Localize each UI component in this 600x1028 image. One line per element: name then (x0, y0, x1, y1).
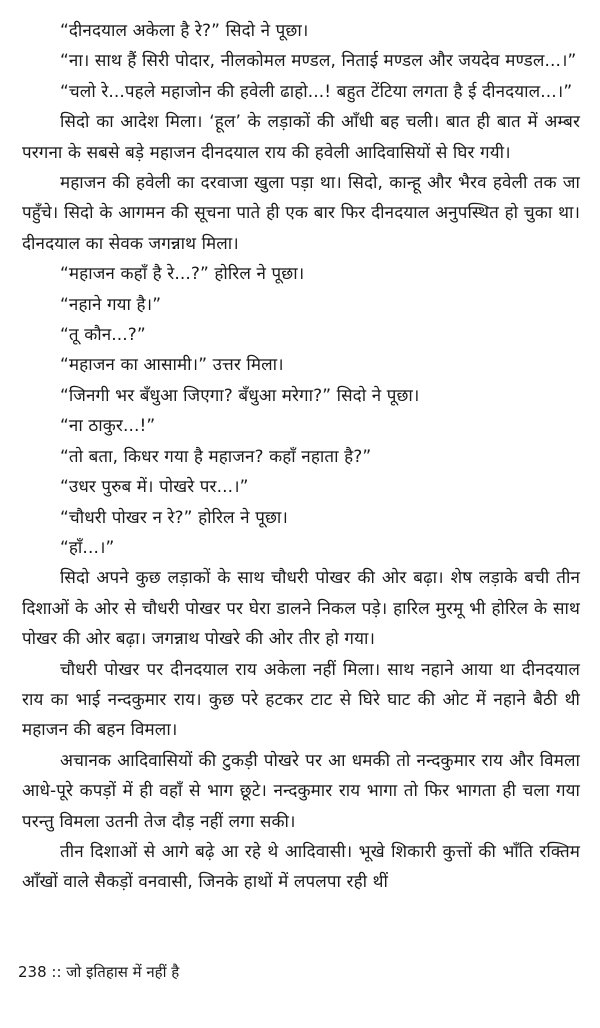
paragraph: “महाजन कहाँ है रे...?” होरिल ने पूछा। (60, 264, 305, 285)
paragraph: तीन दिशाओं से आगे बढ़े आ रहे थे आदिवासी। भूखे शिकारी कुत्तों की भाँति रक्तिम आँखों वाले सैकड़ों वनवासी, जिनके हाथों में लपलपा रही थीं (22, 841, 580, 893)
paragraph: “नहाने गया है।” (60, 294, 162, 315)
paragraph: “चौधरी पोखर न रे?” होरिल ने पूछा। (60, 507, 288, 528)
paragraph: “तू कौन...?” (60, 325, 146, 346)
paragraph: सिदो अपने कुछ लड़ाकों के साथ चौधरी पोखर की ओर बढ़ा। शेष लड़ाके बची तीन दिशाओं के ओर से चौधरी पोखर पर घेरा डालने निकल पड़े। हारिल मुरमू भी होरिल के साथ पोखर की ओर बढ़ा। जगन्नाथ पोखरे की ओर तीर हो गया। (22, 568, 580, 650)
paragraph: “महाजन का आसामी।” उत्तर मिला। (60, 355, 284, 376)
paragraph: “ना। साथ हैं सिरी पोदार, नीलकोमल मण्डल, निताई मण्डल और जयदेव मण्डल...।” (60, 51, 577, 72)
paragraph: “जिनगी भर बँधुआ जिएगा? बँधुआ मरेगा?” सिदो ने पूछा। (60, 385, 420, 406)
paragraph: अचानक आदिवासियों की टुकड़ी पोखरे पर आ धमकी तो नन्दकुमार राय और विमला आधे-पूरे कपड़ों में ही वहाँ से भाग छूटे। नन्दकुमार राय भागा तो फिर भागता ही चला गया परन्तु विमला उतनी तेज दौड़ नहीं लगा सकी। (22, 750, 580, 832)
paragraph: “हाँ...।” (60, 537, 115, 558)
paragraph: “दीनदयाल अकेला है रे?” सिदो ने पूछा। (60, 21, 309, 41)
paragraph: महाजन की हवेली का दरवाजा खुला पड़ा था। सिदो, कान्हू और भैरव हवेली तक जा पहुँचे। सिदो के आगमन की सूचना पाते ही एक बार फिर दीनदयाल अनुपस्थित हो चुका था। दीनदयाल का सेवक जगन्नाथ मिला। (22, 173, 580, 254)
paragraph: चौधरी पोखर पर दीनदयाल राय अकेला नहीं मिला। साथ नहाने आया था दीनदयाल राय का भाई नन्दकुमार राय। कुछ परे हटकर टाट से घिरे घाट की ओट में नहाने बैठी थी महाजन की बहन विमला। (22, 659, 580, 741)
paragraph: “चलो रे...पहले महाजोन की हवेली ढाहो...! बहुत टेंटिया लगता है ई दीनदयाल...।” (60, 81, 573, 102)
paragraph: “ना ठाकुर...!” (60, 416, 156, 437)
page-footer-folio: 238 :: जो इतिहास में नहीं है (18, 963, 180, 981)
body-text (22, 16, 580, 898)
paragraph: “तो बता, किधर गया है महाजन? कहाँ नहाता है?” (60, 446, 372, 467)
paragraph: “उधर पुरुब में। पोखरे पर...।” (60, 477, 249, 498)
paragraph: सिदो का आदेश मिला। ‘हूल’ के लड़ाकों की आँधी बह चली। बात ही बात में अम्बर परगना के सबसे बड़े महाजन दीनदयाल राय की हवेली आदिवासियों से घिर गयी। (22, 112, 580, 163)
